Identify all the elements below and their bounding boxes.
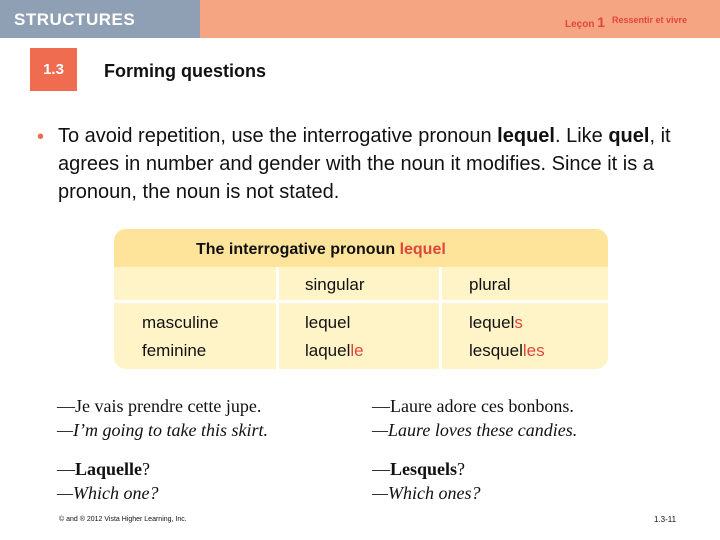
table-title-prefix: The interrogative pronoun [196,241,400,258]
example-french: —Je vais prendre cette jupe. [57,396,262,416]
example-english: —Which ones? [372,483,481,503]
example-pronoun: Lesquels [390,459,458,479]
section-number-box [30,48,77,91]
example-right-2 [372,457,480,505]
example-left-2 [57,457,158,505]
form-ending: le [350,341,364,360]
header-bar [0,0,720,38]
column-header-singular: singular [305,275,365,294]
lesson-label [565,14,605,30]
example-english: —I’m going to take this skirt. [57,420,268,440]
row-label-masculine: masculine [142,313,219,332]
para-bold-quel: quel [608,125,650,147]
form-masculine-singular [305,309,364,337]
row-labels [142,309,219,365]
form-masculine-plural [469,309,545,337]
lesson-number: 1 [597,14,606,30]
lesson-title: Ressentir et vivre [612,15,688,25]
singular-forms [305,309,364,365]
table-divider-horizontal [114,300,608,303]
example-left-1 [57,394,268,442]
lesson-label-text: Leçon [565,19,595,30]
table-title [196,241,446,259]
example-english: —Which one? [57,483,159,503]
table-header [114,229,608,267]
para-text-2: . Like [554,125,609,147]
table-divider-left [276,267,279,369]
dash: — [57,459,75,479]
para-text-3: , it agrees in number and gender with the noun it modifies. Since it is a pronoun, the noun is not stated. [58,125,671,203]
table-divider-right [439,267,442,369]
form-base: lequel [469,313,515,332]
para-text-1: To avoid repetition, use the interrogative pronoun [58,125,498,147]
form-base: laquel [305,341,351,360]
question-mark: ? [457,459,466,479]
dash: — [372,459,390,479]
section-number: 1.3 [43,61,64,78]
form-base: lesquel [469,341,523,360]
example-french: —Laure adore ces bonbons. [372,396,574,416]
example-pronoun: Laquelle [75,459,143,479]
form-feminine-singular [305,337,364,365]
page-number: 1.3-11 [654,515,677,524]
example-right-1 [372,394,577,442]
plural-forms [469,309,545,365]
copyright-text: © and ® 2012 Vista Higher Learning, Inc. [59,516,187,523]
example-french [372,457,480,481]
bullet-paragraph [58,122,708,206]
example-french [57,457,158,481]
question-mark: ? [142,459,151,479]
column-header-plural: plural [469,275,511,294]
bullet-icon: • [37,126,45,148]
example-english: —Laure loves these candies. [372,420,578,440]
form-ending: les [522,341,545,360]
section-title: Forming questions [104,61,266,81]
brand-label: STRUCTURES [14,10,136,29]
para-bold-lequel: lequel [497,125,555,147]
form-feminine-plural [469,337,545,365]
form-ending: s [514,313,523,332]
header-brand-area [0,0,200,38]
form-base: lequel [305,313,351,332]
table-title-accent: lequel [399,241,446,258]
row-label-feminine: feminine [142,341,207,360]
